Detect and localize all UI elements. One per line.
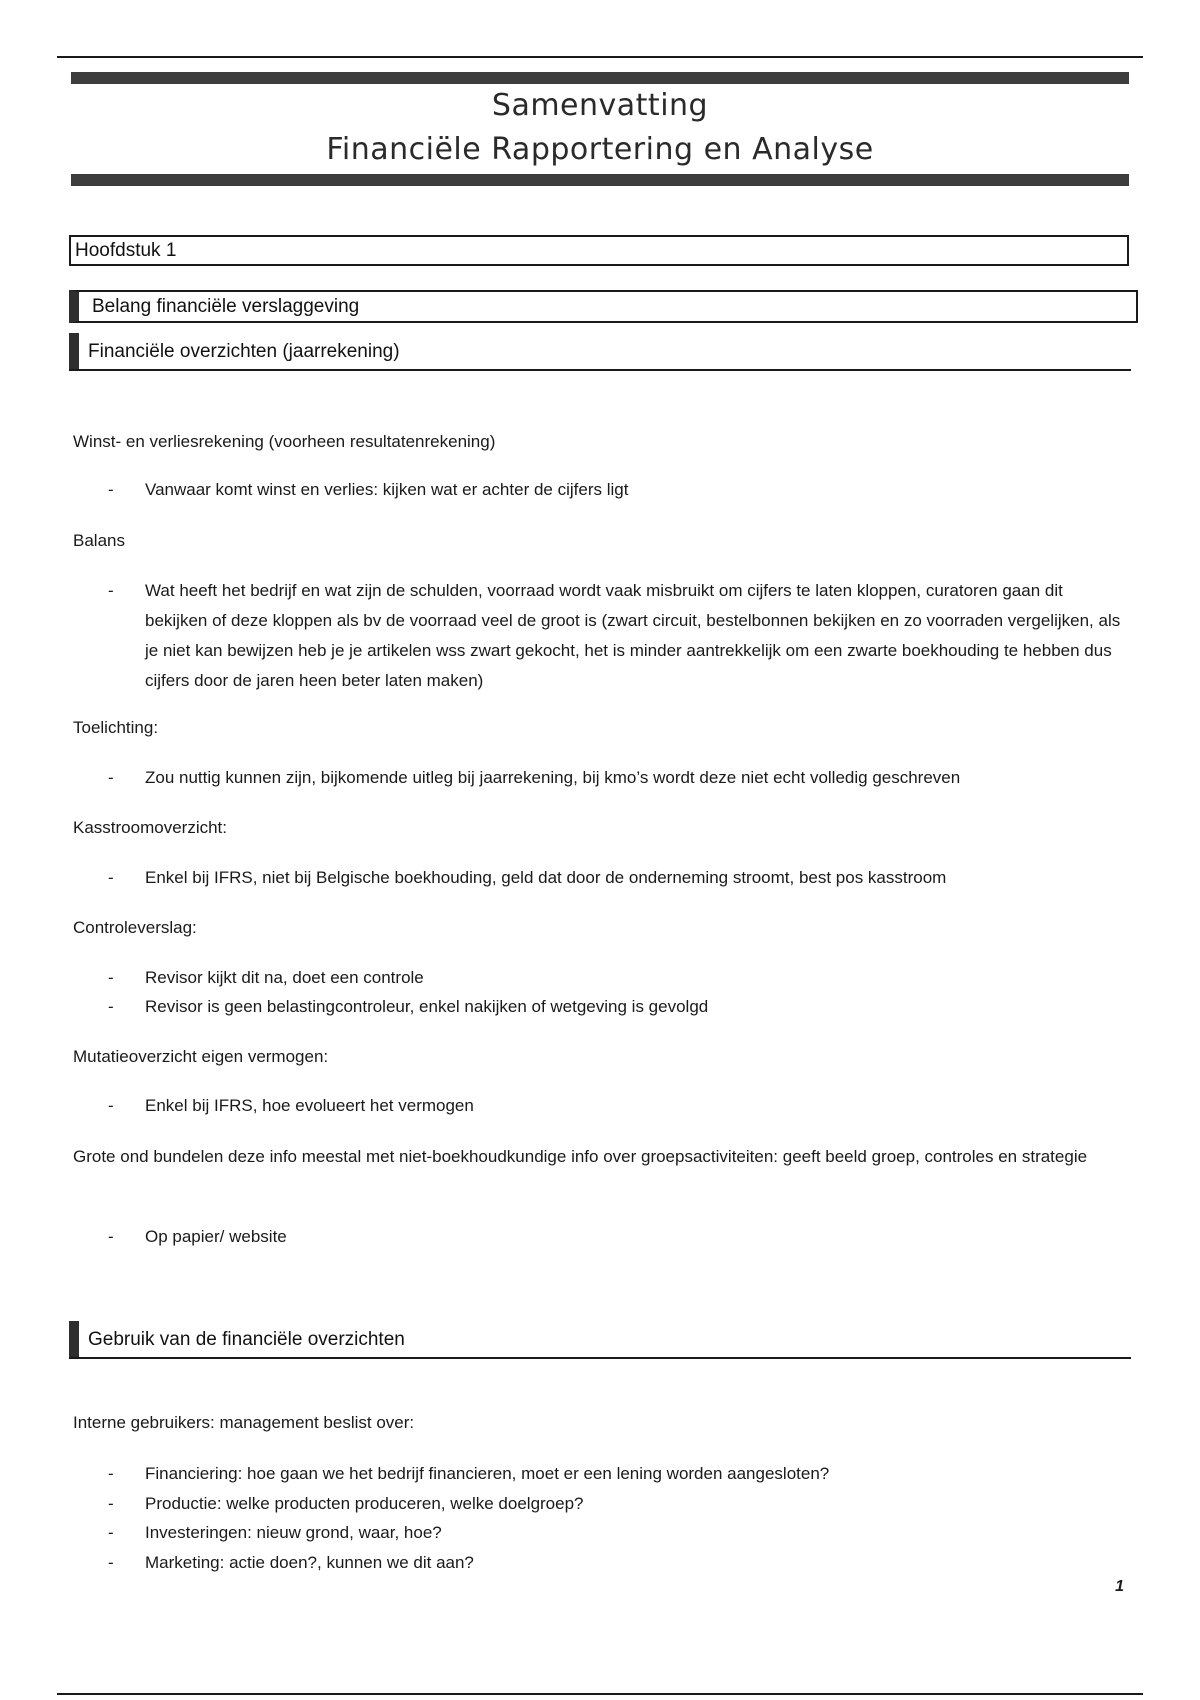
list-item-text: Enkel bij IFRS, hoe evolueert het vermogen bbox=[145, 1096, 474, 1115]
list-item-text: Productie: welke producten produceren, welke doelgroep? bbox=[145, 1494, 584, 1513]
list-item-text: Wat heeft het bedrijf en wat zijn de schulden, voorraad wordt vaak misbruikt om cijfers te laten kloppen, curatoren gaan dit bekijken of deze kloppen als bv de voorraad veel de groot is (zwart circuit, bestelbonnen bekijken en zo voorraden vergelijken, als je niet kan bewijzen heb je je artikelen wss zwart gekocht, het is minder aantrekkelijk om een zwarte boekhouding te hebben dus cijfers door de jaren heen beter laten maken) bbox=[145, 581, 1121, 690]
list-item bbox=[108, 1091, 1128, 1121]
bullet-dash: - bbox=[108, 480, 114, 499]
bullet-dash: - bbox=[108, 1227, 114, 1246]
title-bar-lower bbox=[71, 174, 1129, 186]
label-winst-verliesrekening: Winst- en verliesrekening (voorheen resultatenrekening) bbox=[73, 432, 496, 451]
list-item bbox=[108, 576, 1128, 696]
page-top-rule bbox=[57, 56, 1143, 58]
label-balans: Balans bbox=[73, 531, 125, 550]
list-item-text: Vanwaar komt winst en verlies: kijken wat er achter de cijfers ligt bbox=[145, 480, 629, 499]
list-item bbox=[108, 1459, 1128, 1489]
page-number: 1 bbox=[1115, 1578, 1124, 1595]
bullet-dash: - bbox=[108, 997, 114, 1016]
label-toelichting: Toelichting: bbox=[73, 718, 159, 737]
label-kasstroomoverzicht: Kasstroomoverzicht: bbox=[73, 818, 227, 837]
list-item-text: Marketing: actie doen?, kunnen we dit aan? bbox=[145, 1553, 474, 1572]
list-item bbox=[108, 1222, 1128, 1252]
section-heading: Belang financiële verslaggeving bbox=[69, 290, 1138, 323]
list-item-text: Op papier/ website bbox=[145, 1227, 287, 1246]
bullet-dash: - bbox=[108, 581, 114, 600]
bullet-dash: - bbox=[108, 1096, 114, 1115]
list-item bbox=[108, 992, 1128, 1022]
bullet-dash: - bbox=[108, 1553, 114, 1572]
bullet-dash: - bbox=[108, 768, 114, 787]
list-item bbox=[108, 475, 1128, 505]
list-item bbox=[108, 1518, 1128, 1548]
paragraph-grote-ondernemingen: Grote ond bundelen deze info meestal met niet-boekhoudkundige info over groepsactiviteiten: geeft beeld groep, controles en strategie bbox=[73, 1147, 1088, 1166]
bullet-dash: - bbox=[108, 1464, 114, 1483]
document-title-line2: Financiële Rapportering en Analyse bbox=[326, 132, 874, 167]
bullet-dash: - bbox=[108, 968, 114, 987]
bullet-dash: - bbox=[108, 1494, 114, 1513]
bullet-dash: - bbox=[108, 1523, 114, 1542]
list-item bbox=[108, 1548, 1128, 1578]
list-item bbox=[108, 763, 1128, 793]
chapter-heading: Hoofdstuk 1 bbox=[69, 235, 1129, 266]
list-item bbox=[108, 1489, 1128, 1519]
page-bottom-rule bbox=[57, 1693, 1143, 1695]
label-mutatieoverzicht: Mutatieoverzicht eigen vermogen: bbox=[73, 1047, 329, 1066]
list-item-text: Enkel bij IFRS, niet bij Belgische boekhouding, geld dat door de onderneming stroomt, best pos kasstroom bbox=[145, 868, 947, 887]
document-title-line1: Samenvatting bbox=[491, 88, 709, 123]
subheading-gebruik-overzichten: Gebruik van de financiële overzichten bbox=[69, 1321, 1131, 1359]
bullet-dash: - bbox=[108, 868, 114, 887]
list-item-text: Financiering: hoe gaan we het bedrijf financieren, moet er een lening worden aangesloten? bbox=[145, 1464, 830, 1483]
list-item bbox=[108, 863, 1128, 893]
list-item-text: Zou nuttig kunnen zijn, bijkomende uitleg bij jaarrekening, bij kmo’s wordt deze niet echt volledig geschreven bbox=[145, 768, 961, 787]
list-item bbox=[108, 963, 1128, 993]
subheading-financiele-overzichten: Financiële overzichten (jaarrekening) bbox=[69, 333, 1131, 371]
title-bar-upper bbox=[71, 72, 1129, 84]
label-interne-gebruikers: Interne gebruikers: management beslist over: bbox=[73, 1413, 415, 1432]
list-item-text: Investeringen: nieuw grond, waar, hoe? bbox=[145, 1523, 442, 1542]
list-item-text: Revisor kijkt dit na, doet een controle bbox=[145, 968, 424, 987]
label-controleverslag: Controleverslag: bbox=[73, 918, 197, 937]
list-item-text: Revisor is geen belastingcontroleur, enkel nakijken of wetgeving is gevolgd bbox=[145, 997, 709, 1016]
